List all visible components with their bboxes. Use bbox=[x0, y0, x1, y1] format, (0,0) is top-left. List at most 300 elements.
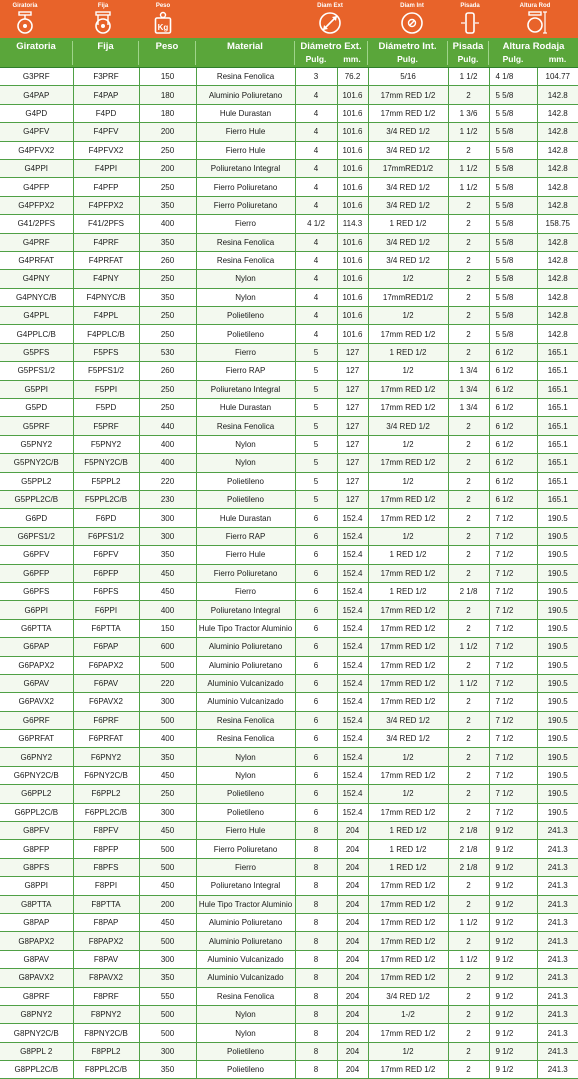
cell-material: Aluminio Poliuretano bbox=[196, 656, 295, 674]
cell-altura-mm: 241.3 bbox=[537, 987, 578, 1005]
cell-peso: 600 bbox=[139, 638, 196, 656]
cell-material: Fierro bbox=[196, 215, 295, 233]
cell-peso: 400 bbox=[139, 215, 196, 233]
cell-giratoria: G4PD bbox=[0, 104, 73, 122]
cell-pisada-pulg: 1 3/4 bbox=[448, 399, 489, 417]
cell-peso: 250 bbox=[139, 270, 196, 288]
cell-pisada-pulg: 2 bbox=[448, 527, 489, 545]
cell-giratoria: G4PNY bbox=[0, 270, 73, 288]
cell-giratoria: G8PAP bbox=[0, 913, 73, 931]
cell-fija: F8PFV bbox=[73, 822, 139, 840]
cell-giratoria: G41/2PFS bbox=[0, 215, 73, 233]
cell-giratoria: G6PPL2 bbox=[0, 785, 73, 803]
header-diam-int bbox=[368, 38, 447, 67]
cell-diam-ext-mm: 204 bbox=[337, 932, 368, 950]
cell-diam-ext-mm: 204 bbox=[337, 840, 368, 858]
cell-pisada-pulg: 2 bbox=[448, 307, 489, 325]
cell-material: Fierro Hule bbox=[196, 123, 295, 141]
table-row bbox=[0, 1005, 578, 1023]
cell-material: Hule Durastan bbox=[196, 104, 295, 122]
cell-diam-int-pulg: 17mmRED1/2 bbox=[368, 159, 448, 177]
table-row bbox=[0, 472, 578, 490]
cell-giratoria: G4PFV bbox=[0, 123, 73, 141]
cell-peso: 350 bbox=[139, 1061, 196, 1079]
cell-giratoria: G6PFP bbox=[0, 564, 73, 582]
cell-altura-pulg: 6 1/2 bbox=[489, 343, 537, 361]
outer-diameter-icon bbox=[318, 11, 342, 35]
cell-altura-mm: 165.1 bbox=[537, 362, 578, 380]
cell-pisada-pulg: 2 bbox=[448, 564, 489, 582]
cell-material: Fierro Poliuretano bbox=[196, 564, 295, 582]
header-unit-mm: mm. bbox=[343, 54, 361, 64]
cell-diam-ext-mm: 204 bbox=[337, 969, 368, 987]
cell-giratoria: G4PAP bbox=[0, 86, 73, 104]
cell-altura-pulg: 6 1/2 bbox=[489, 417, 537, 435]
cell-giratoria: G6PFS bbox=[0, 582, 73, 600]
cell-diam-ext-pulg: 8 bbox=[295, 1005, 337, 1023]
cell-diam-ext-mm: 101.6 bbox=[337, 196, 368, 214]
cell-diam-int-pulg: 17mm RED 1/2 bbox=[368, 1061, 448, 1079]
cell-peso: 260 bbox=[139, 251, 196, 269]
cell-giratoria: G5PPI bbox=[0, 380, 73, 398]
cell-giratoria: G5PPL2 bbox=[0, 472, 73, 490]
cell-altura-mm: 190.5 bbox=[537, 619, 578, 637]
cell-altura-pulg: 7 1/2 bbox=[489, 785, 537, 803]
cell-diam-ext-pulg: 4 bbox=[295, 251, 337, 269]
cell-altura-pulg: 7 1/2 bbox=[489, 730, 537, 748]
cell-pisada-pulg: 2 bbox=[448, 656, 489, 674]
cell-diam-ext-mm: 204 bbox=[337, 987, 368, 1005]
cell-pisada-pulg: 2 1/8 bbox=[448, 582, 489, 600]
cell-diam-ext-pulg: 4 bbox=[295, 104, 337, 122]
cell-altura-pulg: 7 1/2 bbox=[489, 527, 537, 545]
cell-diam-ext-mm: 101.6 bbox=[337, 86, 368, 104]
cell-pisada-pulg: 2 bbox=[448, 969, 489, 987]
cell-pisada-pulg: 2 bbox=[448, 490, 489, 508]
cell-diam-int-pulg: 17mm RED 1/2 bbox=[368, 380, 448, 398]
table-row bbox=[0, 969, 578, 987]
cell-fija: F4PAP bbox=[73, 86, 139, 104]
cell-pisada-pulg: 2 bbox=[448, 325, 489, 343]
cell-fija: F4PPI bbox=[73, 159, 139, 177]
cell-peso: 250 bbox=[139, 141, 196, 159]
cell-diam-int-pulg: 5/16 bbox=[368, 68, 448, 86]
cell-giratoria: G4PFP bbox=[0, 178, 73, 196]
cell-giratoria: G8PTTA bbox=[0, 895, 73, 913]
cell-diam-ext-pulg: 4 bbox=[295, 325, 337, 343]
cell-giratoria: G6PAPX2 bbox=[0, 656, 73, 674]
cell-diam-ext-pulg: 8 bbox=[295, 1061, 337, 1079]
banner-diam-ext-label: Diam Ext bbox=[317, 3, 343, 9]
cell-diam-int-pulg: 17mm RED 1/2 bbox=[368, 454, 448, 472]
cell-diam-ext-pulg: 5 bbox=[295, 417, 337, 435]
cell-material: Resina Fenolica bbox=[196, 233, 295, 251]
cell-peso: 350 bbox=[139, 969, 196, 987]
header-unit-pulg: Pulg. bbox=[397, 54, 418, 64]
cell-giratoria: G6PFS1/2 bbox=[0, 527, 73, 545]
cell-diam-ext-pulg: 6 bbox=[295, 582, 337, 600]
table-row bbox=[0, 1061, 578, 1079]
cell-peso: 450 bbox=[139, 877, 196, 895]
swivel-caster-icon bbox=[14, 11, 36, 35]
cell-altura-mm: 165.1 bbox=[537, 343, 578, 361]
table-row bbox=[0, 104, 578, 122]
table-row bbox=[0, 251, 578, 269]
cell-diam-ext-pulg: 4 bbox=[295, 270, 337, 288]
table-row bbox=[0, 674, 578, 692]
cell-altura-mm: 165.1 bbox=[537, 490, 578, 508]
cell-giratoria: G6PPI bbox=[0, 601, 73, 619]
cell-altura-mm: 190.5 bbox=[537, 527, 578, 545]
cell-fija: F8PAPX2 bbox=[73, 932, 139, 950]
cell-material: Polietileno bbox=[196, 803, 295, 821]
cell-giratoria: G8PAVX2 bbox=[0, 969, 73, 987]
cell-material: Polietileno bbox=[196, 1042, 295, 1060]
cell-peso: 300 bbox=[139, 950, 196, 968]
cell-material: Aluminio Poliuretano bbox=[196, 932, 295, 950]
cell-altura-mm: 241.3 bbox=[537, 913, 578, 931]
table-body bbox=[0, 68, 578, 1079]
cell-altura-pulg: 6 1/2 bbox=[489, 454, 537, 472]
cell-altura-pulg: 6 1/2 bbox=[489, 362, 537, 380]
table-row bbox=[0, 564, 578, 582]
cell-altura-mm: 190.5 bbox=[537, 730, 578, 748]
cell-giratoria: G6PNY2 bbox=[0, 748, 73, 766]
cell-diam-ext-pulg: 8 bbox=[295, 1042, 337, 1060]
cell-altura-pulg: 9 1/2 bbox=[489, 913, 537, 931]
cell-giratoria: G5PNY2 bbox=[0, 435, 73, 453]
cell-pisada-pulg: 1 3/4 bbox=[448, 380, 489, 398]
banner-peso-label: Peso bbox=[155, 3, 171, 9]
header-peso: Peso bbox=[155, 41, 179, 52]
banner-fija-label: Fija bbox=[97, 3, 109, 9]
cell-fija: F5PPI bbox=[73, 380, 139, 398]
cell-diam-ext-mm: 76.2 bbox=[337, 68, 368, 86]
header-fija: Fija bbox=[97, 41, 114, 52]
table-row bbox=[0, 1042, 578, 1060]
cell-material: Fierro bbox=[196, 343, 295, 361]
cell-pisada-pulg: 1 1/2 bbox=[448, 950, 489, 968]
cell-diam-ext-mm: 127 bbox=[337, 380, 368, 398]
cell-pisada-pulg: 2 bbox=[448, 693, 489, 711]
banner-giratoria-label: Giratoria bbox=[12, 3, 38, 9]
cell-altura-pulg: 5 5/8 bbox=[489, 86, 537, 104]
cell-diam-ext-pulg: 8 bbox=[295, 1024, 337, 1042]
cell-fija: F8PFS bbox=[73, 858, 139, 876]
cell-altura-pulg: 9 1/2 bbox=[489, 840, 537, 858]
cell-diam-int-pulg: 3/4 RED 1/2 bbox=[368, 196, 448, 214]
cell-material: Hule Durastan bbox=[196, 509, 295, 527]
cell-diam-int-pulg: 17mm RED 1/2 bbox=[368, 803, 448, 821]
cell-altura-mm: 142.8 bbox=[537, 288, 578, 306]
cell-altura-pulg: 5 5/8 bbox=[489, 288, 537, 306]
table-row bbox=[0, 987, 578, 1005]
cell-altura-pulg: 5 5/8 bbox=[489, 233, 537, 251]
cell-peso: 230 bbox=[139, 490, 196, 508]
cell-material: Fierro Hule bbox=[196, 546, 295, 564]
cell-altura-mm: 241.3 bbox=[537, 1042, 578, 1060]
cell-diam-ext-mm: 152.4 bbox=[337, 693, 368, 711]
weight-unit-text: Kg bbox=[157, 23, 169, 32]
cell-altura-mm: 142.8 bbox=[537, 196, 578, 214]
cell-diam-ext-mm: 127 bbox=[337, 435, 368, 453]
cell-giratoria: G5PFS1/2 bbox=[0, 362, 73, 380]
cell-fija: F6PRFAT bbox=[73, 730, 139, 748]
cell-diam-ext-mm: 204 bbox=[337, 858, 368, 876]
cell-diam-int-pulg: 17mmRED1/2 bbox=[368, 288, 448, 306]
cell-giratoria: G5PD bbox=[0, 399, 73, 417]
cell-diam-int-pulg: 17mm RED 1/2 bbox=[368, 656, 448, 674]
cell-giratoria: G6PRF bbox=[0, 711, 73, 729]
header-unit-pulg: Pulg. bbox=[457, 54, 479, 64]
cell-material: Polietileno bbox=[196, 307, 295, 325]
table-row bbox=[0, 1024, 578, 1042]
cell-altura-mm: 241.3 bbox=[537, 950, 578, 968]
cell-fija: F6PPI bbox=[73, 601, 139, 619]
cell-diam-ext-pulg: 4 bbox=[295, 86, 337, 104]
cell-altura-pulg: 7 1/2 bbox=[489, 582, 537, 600]
cell-material: Nylon bbox=[196, 766, 295, 784]
cell-diam-int-pulg: 3/4 RED 1/2 bbox=[368, 123, 448, 141]
cell-diam-int-pulg: 3/4 RED 1/2 bbox=[368, 233, 448, 251]
cell-altura-mm: 190.5 bbox=[537, 674, 578, 692]
cell-diam-ext-pulg: 4 bbox=[295, 307, 337, 325]
cell-fija: F4PPLC/B bbox=[73, 325, 139, 343]
cell-peso: 300 bbox=[139, 1042, 196, 1060]
cell-pisada-pulg: 2 1/8 bbox=[448, 840, 489, 858]
cell-giratoria: G8PRF bbox=[0, 987, 73, 1005]
cell-giratoria: G6PFV bbox=[0, 546, 73, 564]
cell-diam-ext-pulg: 8 bbox=[295, 987, 337, 1005]
cell-diam-int-pulg: 1/2 bbox=[368, 472, 448, 490]
cell-diam-ext-pulg: 6 bbox=[295, 803, 337, 821]
cell-diam-ext-mm: 101.6 bbox=[337, 123, 368, 141]
cell-giratoria: G3PRF bbox=[0, 68, 73, 86]
cell-diam-ext-mm: 101.6 bbox=[337, 141, 368, 159]
table-row bbox=[0, 362, 578, 380]
cell-diam-int-pulg: 17mm RED 1/2 bbox=[368, 693, 448, 711]
table-row bbox=[0, 766, 578, 784]
cell-diam-ext-mm: 152.4 bbox=[337, 638, 368, 656]
cell-fija: F6PPL2 bbox=[73, 785, 139, 803]
cell-material: Nylon bbox=[196, 454, 295, 472]
cell-fija: F5PD bbox=[73, 399, 139, 417]
cell-altura-mm: 142.8 bbox=[537, 104, 578, 122]
cell-diam-int-pulg: 17mm RED 1/2 bbox=[368, 509, 448, 527]
cell-altura-mm: 104.77 bbox=[537, 68, 578, 86]
cell-altura-pulg: 5 5/8 bbox=[489, 325, 537, 343]
table-row bbox=[0, 490, 578, 508]
cell-peso: 400 bbox=[139, 435, 196, 453]
cell-pisada-pulg: 2 bbox=[448, 766, 489, 784]
cell-fija: F5PFS1/2 bbox=[73, 362, 139, 380]
cell-peso: 300 bbox=[139, 527, 196, 545]
cell-fija: F4PFVX2 bbox=[73, 141, 139, 159]
cell-material: Fierro bbox=[196, 582, 295, 600]
cell-peso: 450 bbox=[139, 822, 196, 840]
header-giratoria: Giratoria bbox=[16, 41, 56, 52]
cell-diam-ext-mm: 204 bbox=[337, 895, 368, 913]
cell-fija: F4PFP bbox=[73, 178, 139, 196]
table-row bbox=[0, 527, 578, 545]
cell-diam-int-pulg: 1/2 bbox=[368, 362, 448, 380]
cell-altura-mm: 241.3 bbox=[537, 932, 578, 950]
cell-diam-ext-mm: 204 bbox=[337, 877, 368, 895]
cell-diam-ext-mm: 127 bbox=[337, 417, 368, 435]
cell-peso: 500 bbox=[139, 840, 196, 858]
cell-giratoria: G6PPL2C/B bbox=[0, 803, 73, 821]
table-row bbox=[0, 233, 578, 251]
cell-fija: F6PRF bbox=[73, 711, 139, 729]
cell-material: Nylon bbox=[196, 288, 295, 306]
cell-diam-int-pulg: 1 RED 1/2 bbox=[368, 343, 448, 361]
cell-pisada-pulg: 2 bbox=[448, 1042, 489, 1060]
cell-diam-ext-mm: 204 bbox=[337, 1061, 368, 1079]
cell-giratoria: G5PNY2C/B bbox=[0, 454, 73, 472]
banner-fija bbox=[80, 0, 126, 38]
cell-altura-pulg: 5 5/8 bbox=[489, 251, 537, 269]
cell-fija: F4PD bbox=[73, 104, 139, 122]
table-row bbox=[0, 343, 578, 361]
cell-altura-pulg: 5 5/8 bbox=[489, 141, 537, 159]
cell-material: Nylon bbox=[196, 435, 295, 453]
cell-altura-pulg: 5 5/8 bbox=[489, 196, 537, 214]
cell-pisada-pulg: 2 1/8 bbox=[448, 858, 489, 876]
cell-diam-int-pulg: 1/2 bbox=[368, 1042, 448, 1060]
inner-diameter-icon bbox=[400, 11, 424, 35]
cell-peso: 260 bbox=[139, 362, 196, 380]
cell-diam-ext-mm: 204 bbox=[337, 1042, 368, 1060]
cell-diam-ext-mm: 204 bbox=[337, 1024, 368, 1042]
table-header bbox=[0, 38, 578, 68]
cell-pisada-pulg: 2 bbox=[448, 619, 489, 637]
cell-fija: F4PPL bbox=[73, 307, 139, 325]
cell-altura-pulg: 7 1/2 bbox=[489, 693, 537, 711]
table-row bbox=[0, 803, 578, 821]
cell-peso: 350 bbox=[139, 546, 196, 564]
header-pisada bbox=[448, 38, 488, 67]
cell-giratoria: G8PPI bbox=[0, 877, 73, 895]
cell-diam-int-pulg: 17mm RED 1/2 bbox=[368, 1024, 448, 1042]
cell-diam-ext-pulg: 6 bbox=[295, 711, 337, 729]
cell-pisada-pulg: 2 bbox=[448, 270, 489, 288]
cell-altura-pulg: 7 1/2 bbox=[489, 564, 537, 582]
cell-diam-int-pulg: 17mm RED 1/2 bbox=[368, 601, 448, 619]
cell-diam-ext-pulg: 8 bbox=[295, 932, 337, 950]
cell-pisada-pulg: 2 bbox=[448, 251, 489, 269]
cell-fija: F41/2PFS bbox=[73, 215, 139, 233]
cell-altura-mm: 142.8 bbox=[537, 270, 578, 288]
cell-material: Polietileno bbox=[196, 1061, 295, 1079]
cell-material: Aluminio Poliuretano bbox=[196, 638, 295, 656]
cell-diam-ext-mm: 127 bbox=[337, 490, 368, 508]
table-row bbox=[0, 380, 578, 398]
cell-diam-ext-pulg: 4 bbox=[295, 159, 337, 177]
cell-altura-mm: 190.5 bbox=[537, 656, 578, 674]
cell-diam-ext-pulg: 4 bbox=[295, 123, 337, 141]
cell-material: Resina Fenolica bbox=[196, 730, 295, 748]
cell-peso: 220 bbox=[139, 674, 196, 692]
cell-altura-mm: 190.5 bbox=[537, 638, 578, 656]
cell-pisada-pulg: 2 bbox=[448, 711, 489, 729]
cell-diam-ext-mm: 152.4 bbox=[337, 656, 368, 674]
cell-altura-mm: 241.3 bbox=[537, 895, 578, 913]
cell-diam-ext-mm: 127 bbox=[337, 343, 368, 361]
cell-altura-mm: 190.5 bbox=[537, 546, 578, 564]
cell-peso: 180 bbox=[139, 86, 196, 104]
cell-altura-pulg: 7 1/2 bbox=[489, 711, 537, 729]
cell-peso: 250 bbox=[139, 325, 196, 343]
cell-diam-ext-mm: 204 bbox=[337, 1005, 368, 1023]
cell-diam-int-pulg: 17mm RED 1/2 bbox=[368, 969, 448, 987]
cell-diam-ext-pulg: 4 bbox=[295, 196, 337, 214]
cell-peso: 500 bbox=[139, 1024, 196, 1042]
header-altura-title: Altura Rodaja bbox=[502, 41, 565, 52]
cell-altura-pulg: 7 1/2 bbox=[489, 619, 537, 637]
cell-diam-ext-pulg: 5 bbox=[295, 490, 337, 508]
cell-peso: 350 bbox=[139, 288, 196, 306]
header-altura bbox=[489, 38, 578, 67]
cell-giratoria: G5PFS bbox=[0, 343, 73, 361]
cell-altura-mm: 190.5 bbox=[537, 582, 578, 600]
cell-altura-pulg: 7 1/2 bbox=[489, 509, 537, 527]
cell-altura-mm: 241.3 bbox=[537, 1005, 578, 1023]
cell-diam-int-pulg: 17mm RED 1/2 bbox=[368, 325, 448, 343]
cell-altura-mm: 142.8 bbox=[537, 325, 578, 343]
cell-material: Nylon bbox=[196, 1005, 295, 1023]
cell-pisada-pulg: 2 bbox=[448, 730, 489, 748]
cell-diam-ext-mm: 101.6 bbox=[337, 159, 368, 177]
cell-diam-int-pulg: 1/2 bbox=[368, 270, 448, 288]
cell-peso: 350 bbox=[139, 748, 196, 766]
cell-diam-int-pulg: 3/4 RED 1/2 bbox=[368, 730, 448, 748]
cell-diam-ext-mm: 152.4 bbox=[337, 582, 368, 600]
cell-altura-pulg: 7 1/2 bbox=[489, 601, 537, 619]
cell-altura-pulg: 6 1/2 bbox=[489, 472, 537, 490]
cell-diam-ext-mm: 101.6 bbox=[337, 307, 368, 325]
cell-pisada-pulg: 2 bbox=[448, 932, 489, 950]
cell-giratoria: G6PAP bbox=[0, 638, 73, 656]
cell-diam-int-pulg: 17mm RED 1/2 bbox=[368, 766, 448, 784]
cell-peso: 200 bbox=[139, 159, 196, 177]
cell-diam-ext-mm: 127 bbox=[337, 399, 368, 417]
cell-diam-ext-mm: 152.4 bbox=[337, 619, 368, 637]
cell-fija: F6PD bbox=[73, 509, 139, 527]
cell-diam-ext-mm: 101.6 bbox=[337, 251, 368, 269]
cell-altura-pulg: 4 1/8 bbox=[489, 68, 537, 86]
cell-peso: 450 bbox=[139, 582, 196, 600]
cell-pisada-pulg: 2 bbox=[448, 509, 489, 527]
cell-peso: 500 bbox=[139, 1005, 196, 1023]
cell-material: Resina Fenolica bbox=[196, 251, 295, 269]
cell-diam-ext-pulg: 6 bbox=[295, 638, 337, 656]
cell-pisada-pulg: 1 1/2 bbox=[448, 178, 489, 196]
cell-diam-ext-pulg: 6 bbox=[295, 527, 337, 545]
header-unit-mm: mm. bbox=[548, 54, 567, 64]
cell-fija: F8PAP bbox=[73, 913, 139, 931]
cell-fija: F4PRFAT bbox=[73, 251, 139, 269]
cell-peso: 500 bbox=[139, 932, 196, 950]
cell-fija: F3PRF bbox=[73, 68, 139, 86]
cell-diam-ext-pulg: 6 bbox=[295, 748, 337, 766]
cell-material: Polietileno bbox=[196, 785, 295, 803]
cell-pisada-pulg: 2 bbox=[448, 196, 489, 214]
header-pisada-title: Pisada bbox=[452, 41, 484, 52]
cell-altura-pulg: 5 5/8 bbox=[489, 123, 537, 141]
cell-diam-int-pulg: 1 RED 1/2 bbox=[368, 822, 448, 840]
cell-pisada-pulg: 1 3/4 bbox=[448, 362, 489, 380]
cell-pisada-pulg: 2 bbox=[448, 785, 489, 803]
